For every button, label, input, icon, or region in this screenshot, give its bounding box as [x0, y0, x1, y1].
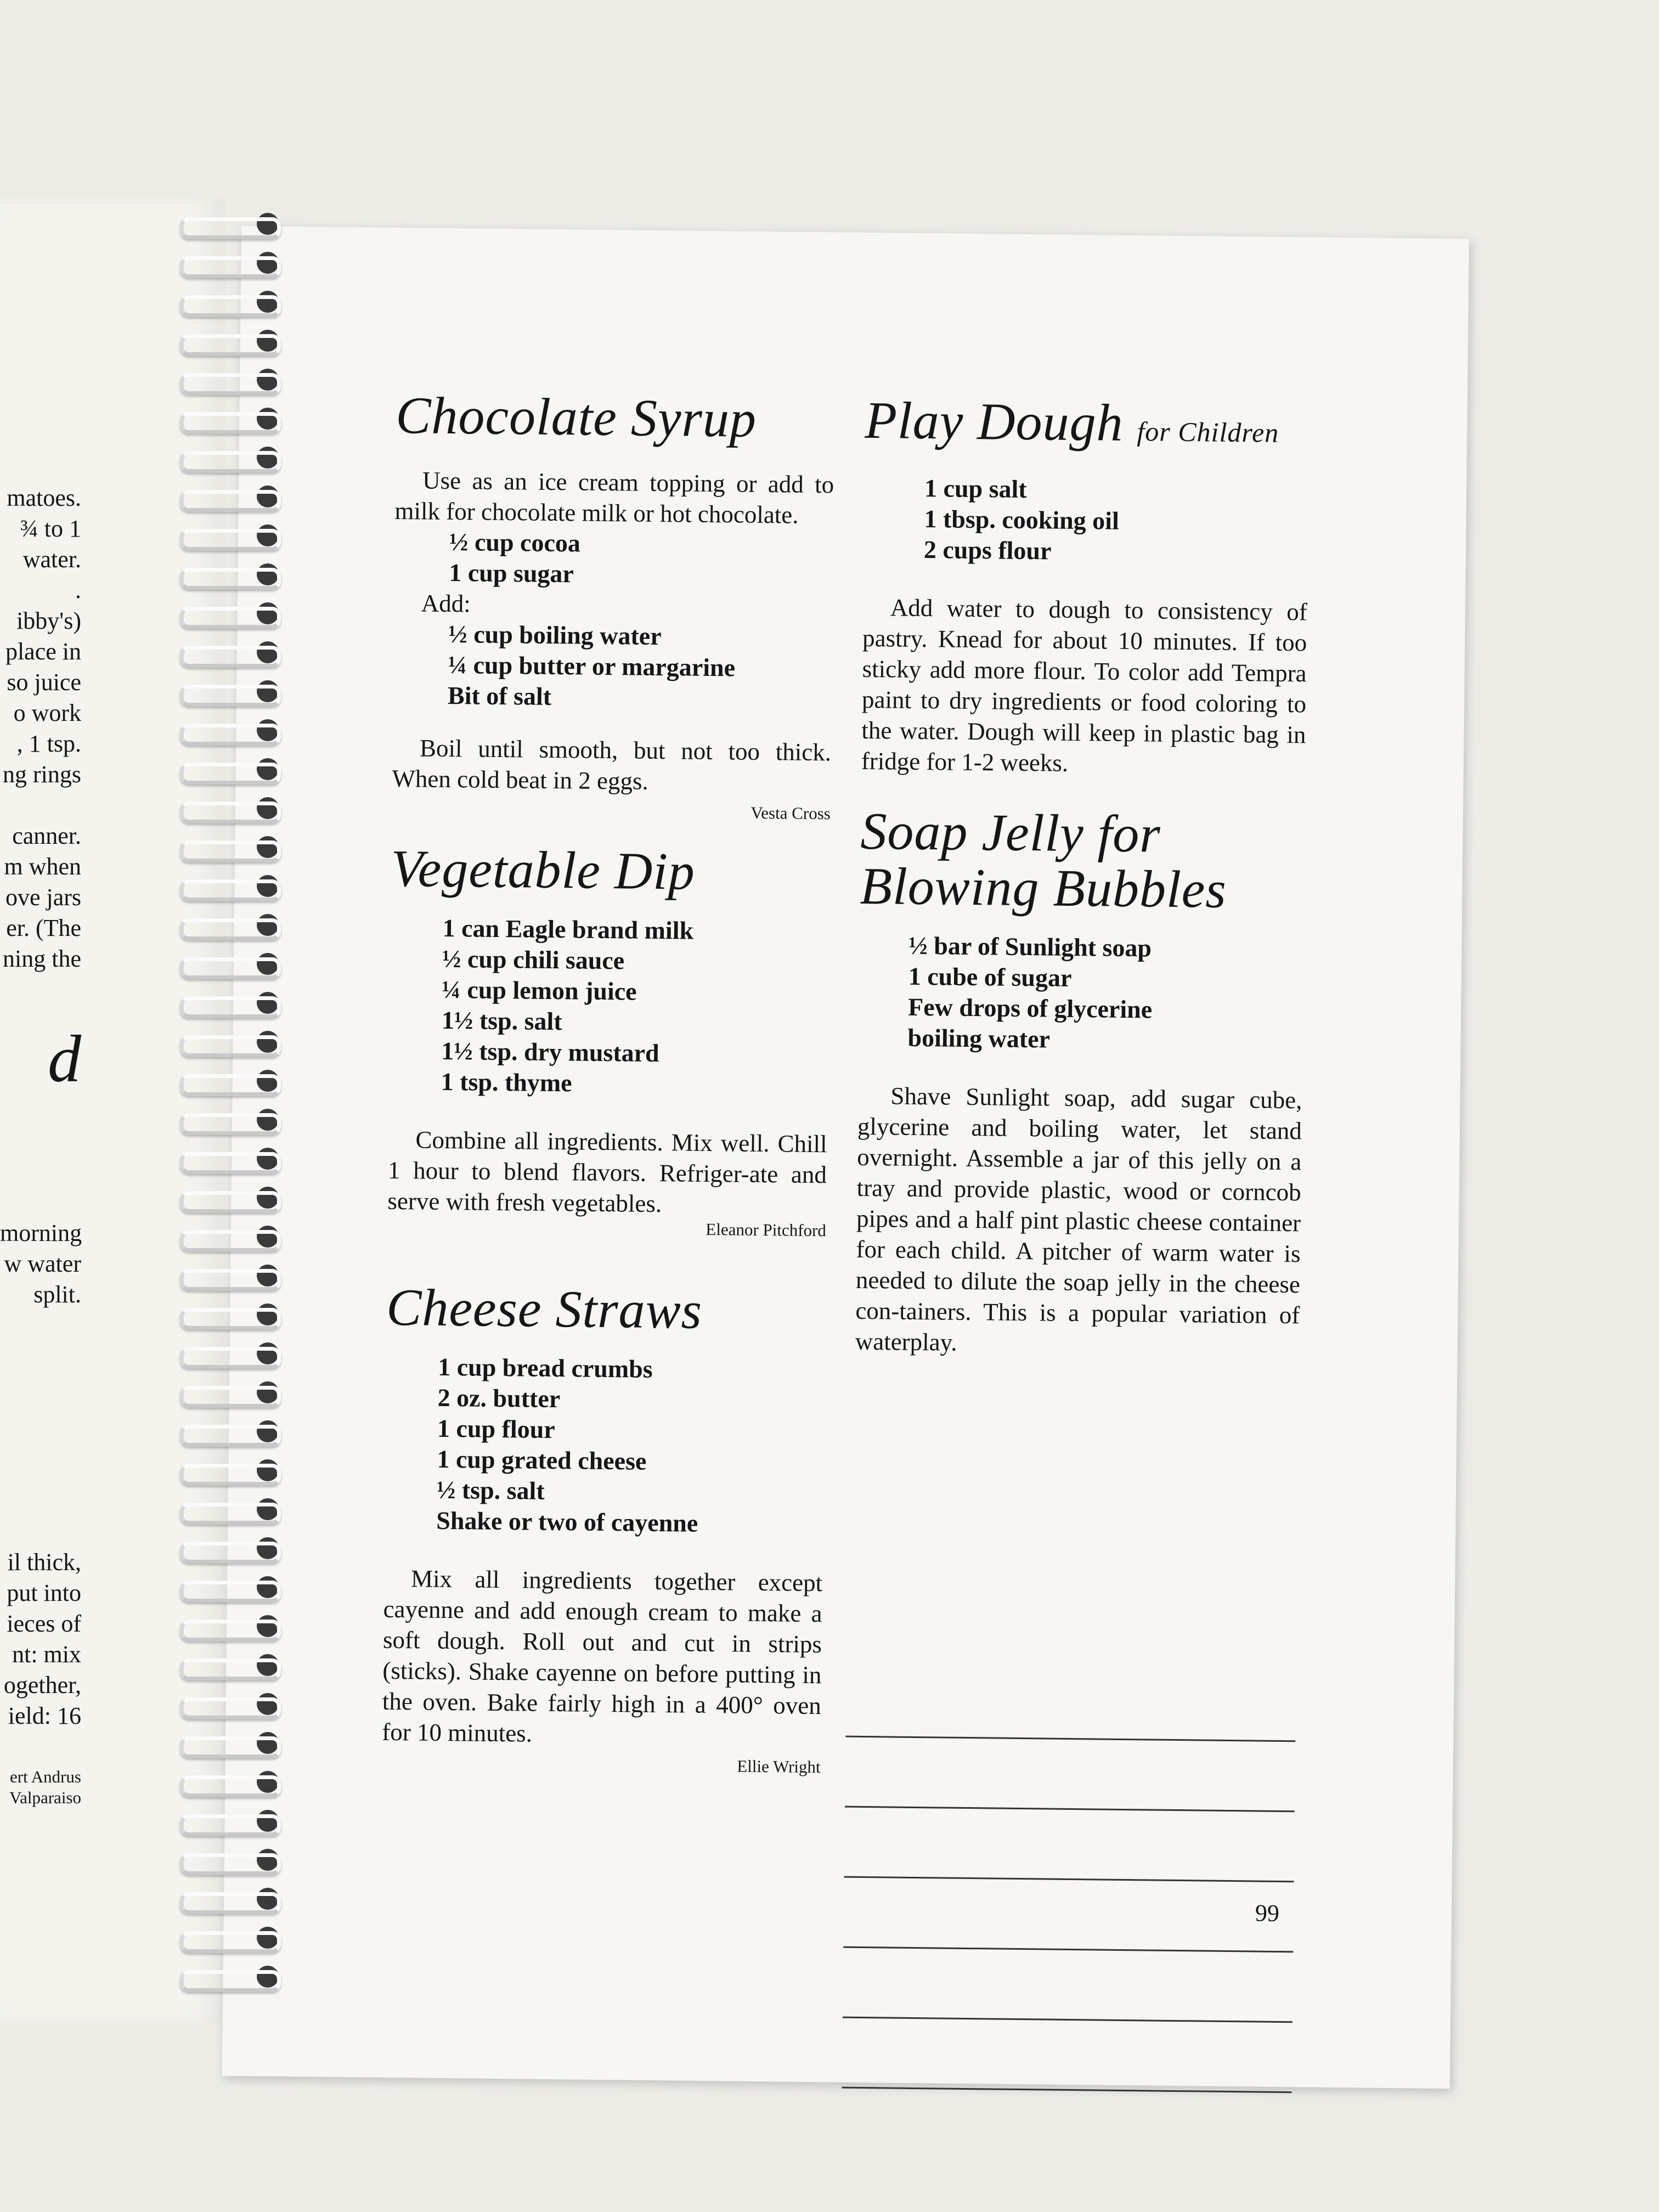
- previous-page-line: ield: 16: [8, 1702, 81, 1729]
- coil-wire: [180, 1269, 281, 1291]
- spiral-coil: [174, 1026, 284, 1059]
- coil-wire: [180, 1853, 281, 1875]
- recipe-title-cheese-straws: Cheese Straws: [386, 1277, 703, 1340]
- ingredient: boiling water: [907, 1023, 1051, 1053]
- spiral-coil: [174, 1767, 284, 1799]
- soap-jelly-method: Shave Sunlight soap, add sugar cube, glycerine and boiling water, let stand overnight. Assemble a jar of this jelly on a tray and provide plastic, wood or corncob pipes and a half pint plastic cheese container for each child. A pitcher of warm water is needed to dilute the soap jelly in the cheese con-tainers. This is a popular variation of waterplay.: [855, 1082, 1302, 1356]
- ingredient: 1 cup sugar: [449, 558, 574, 588]
- vegetable-dip-ingredients: [388, 912, 829, 1101]
- ingredient: 1 tsp. thyme: [441, 1067, 572, 1097]
- coil-wire: [180, 879, 281, 901]
- previous-page-line: nt: mix: [12, 1641, 81, 1668]
- coil-wire: [180, 1464, 281, 1486]
- note-line: [843, 2017, 1293, 2023]
- previous-page-credit-line: ert Andrus: [9, 1767, 81, 1786]
- coil-wire: [180, 1425, 281, 1447]
- ingredient: ½ tsp. salt: [436, 1475, 545, 1505]
- chocolate-syrup-credit: Vesta Cross: [751, 803, 831, 823]
- spiral-coil: [174, 1805, 284, 1838]
- previous-page-line: ogether,: [3, 1672, 81, 1699]
- spiral-coil: [174, 1416, 284, 1449]
- coil-wire: [180, 1542, 281, 1564]
- previous-page-credit: [0, 1767, 81, 1808]
- spiral-coil: [174, 871, 284, 904]
- spiral-coil: [174, 286, 284, 319]
- coil-wire: [180, 1035, 281, 1057]
- spiral-coil: [174, 1883, 284, 1916]
- coil-wire: [180, 957, 281, 979]
- spiral-coil: [174, 1494, 284, 1527]
- coil-wire: [180, 1814, 281, 1836]
- coil-wire: [180, 1113, 281, 1135]
- previous-page-line: place in: [5, 638, 81, 665]
- ingredient: 1 cup grated cheese: [437, 1444, 647, 1475]
- coil-wire: [180, 1736, 281, 1758]
- spiral-coil: [174, 520, 284, 553]
- ingredient: 1 cup flour: [437, 1414, 556, 1444]
- previous-page-heading-fragment: d: [48, 1022, 81, 1096]
- spiral-coil: [174, 1065, 284, 1098]
- spiral-coil: [174, 1961, 284, 1994]
- coil-wire: [180, 646, 281, 668]
- recipe-title-soap-jelly: Soap Jelly for Blowing Bubbles: [859, 801, 1227, 919]
- coil-wire: [180, 412, 281, 434]
- coil-wire: [180, 685, 281, 707]
- previous-page-line: er. (The: [6, 915, 81, 941]
- ingredient: 1½ tsp. dry mustard: [441, 1036, 659, 1068]
- ingredient: 1 cup salt: [924, 474, 1027, 504]
- coil-wire: [180, 802, 281, 823]
- coil-wire: [180, 217, 281, 239]
- coil-wire: [180, 1347, 281, 1369]
- previous-page-line: morning: [0, 1220, 82, 1246]
- coil-wire: [180, 256, 281, 278]
- coil-wire: [180, 1308, 281, 1330]
- previous-page-line: w water: [4, 1250, 81, 1277]
- coil-wire: [180, 1152, 281, 1174]
- ingredient: 1 cube of sugar: [908, 962, 1072, 992]
- coil-wire: [180, 1581, 281, 1602]
- previous-page-line: water.: [22, 546, 81, 573]
- ingredient: 1 can Eagle brand milk: [442, 913, 694, 945]
- note-line: [845, 1736, 1295, 1742]
- ingredient: ½ bar of Sunlight soap: [909, 931, 1152, 962]
- chocolate-syrup-add-label: Add:: [421, 589, 471, 618]
- spiral-coil: [174, 754, 284, 787]
- spiral-coil: [174, 442, 284, 475]
- vegetable-dip-method: Combine all ingredients. Mix well. Chill 1 hour to blend flavors. Refriger-ate and serve with fresh vegetables.: [387, 1126, 827, 1218]
- coil-wire: [180, 607, 281, 629]
- ingredient: 1½ tsp. salt: [441, 1006, 562, 1036]
- chocolate-syrup-intro: Use as an ice cream topping or add to milk for chocolate milk or hot chocolate.: [394, 466, 834, 529]
- coil-wire: [180, 1775, 281, 1797]
- spiral-coil: [174, 1299, 284, 1332]
- spiral-coil: [174, 1143, 284, 1176]
- page-number: 99: [1255, 1899, 1280, 1927]
- previous-page-line: ove jars: [5, 884, 81, 911]
- spiral-coil: [174, 1338, 284, 1371]
- recipe-title-chocolate-syrup: Chocolate Syrup: [395, 385, 757, 448]
- ingredient: 2 cups flour: [923, 535, 1052, 565]
- play-dough-ingredients: [864, 472, 1309, 569]
- coil-wire: [180, 529, 281, 551]
- coil-wire: [180, 1503, 281, 1525]
- coil-wire: [180, 918, 281, 940]
- coil-wire: [180, 1620, 281, 1641]
- spiral-coil: [174, 637, 284, 670]
- note-line: [842, 2087, 1292, 2094]
- coil-wire: [180, 373, 281, 395]
- coil-wire: [180, 1892, 281, 1914]
- ingredient: Shake or two of cayenne: [436, 1506, 698, 1537]
- spiral-coil: [174, 481, 284, 514]
- ingredient: ½ cup chili sauce: [442, 944, 625, 975]
- ingredient: 1 tbsp. cooking oil: [924, 505, 1120, 535]
- note-line: [843, 1946, 1293, 1953]
- previous-page-line: m when: [4, 853, 81, 880]
- spiral-coil: [174, 1260, 284, 1293]
- coil-wire: [180, 334, 281, 356]
- spiral-coil: [174, 559, 284, 592]
- spiral-coil: [174, 1221, 284, 1254]
- spiral-binding: [174, 208, 301, 2019]
- spiral-coil: [174, 403, 284, 436]
- spiral-coil: [174, 364, 284, 397]
- spiral-coil: [174, 1572, 284, 1605]
- spiral-coil: [174, 1650, 284, 1683]
- previous-page-credit-line: Valparaiso: [9, 1788, 81, 1807]
- ingredient: Bit of salt: [447, 681, 552, 710]
- coil-wire: [180, 1230, 281, 1252]
- play-dough-subtitle: for Children: [1137, 416, 1279, 448]
- previous-page-line: .: [75, 577, 81, 603]
- spiral-coil: [174, 1104, 284, 1137]
- chocolate-syrup-ingredients-2: [393, 618, 833, 715]
- ingredient: 2 oz. butter: [437, 1383, 561, 1413]
- previous-page-line: canner.: [12, 822, 81, 849]
- coil-wire: [180, 840, 281, 862]
- note-line: [845, 1806, 1295, 1813]
- coil-wire: [180, 490, 281, 512]
- coil-wire: [180, 295, 281, 317]
- ingredient: ¼ cup butter or margarine: [448, 650, 736, 682]
- coil-wire: [180, 763, 281, 785]
- spiral-coil: [174, 1455, 284, 1488]
- coil-wire: [180, 1386, 281, 1408]
- soap-jelly-ingredients: [858, 930, 1304, 1057]
- spiral-coil: [174, 949, 284, 981]
- chocolate-syrup-method: Boil until smooth, but not too thick. When cold beat in 2 eggs.: [392, 734, 832, 795]
- ingredient: 1 cup bread crumbs: [437, 1352, 653, 1383]
- coil-wire: [180, 996, 281, 1018]
- coil-wire: [180, 568, 281, 590]
- spiral-coil: [174, 325, 284, 358]
- previous-page-line: split.: [33, 1281, 81, 1308]
- cheese-straws-credit: Ellie Wright: [737, 1756, 821, 1777]
- previous-page-line: put into: [7, 1579, 81, 1606]
- spiral-coil: [174, 832, 284, 865]
- coil-wire: [180, 1970, 281, 1992]
- play-dough-method: Add water to dough to consistency of pastry. Knead for about 10 minutes. If too sticky add more flour. To color add Tempra paint to dry ingredients or food coloring to the water. Dough will keep in plastic bag in fridge for 1-2 weeks.: [861, 594, 1308, 777]
- ingredient: ½ cup boiling water: [448, 619, 662, 651]
- recipe-title-vegetable-dip: Vegetable Dip: [391, 838, 696, 901]
- recipe-page-99: [222, 226, 1469, 2089]
- spiral-coil: [174, 988, 284, 1020]
- previous-page-line: , 1 tsp.: [16, 730, 81, 757]
- previous-page-line: il thick,: [7, 1549, 81, 1576]
- cheese-straws-ingredients: [384, 1351, 825, 1540]
- coil-wire: [180, 1658, 281, 1680]
- spiral-coil: [174, 247, 284, 280]
- spiral-coil: [174, 1728, 284, 1760]
- previous-page-line: o work: [13, 699, 81, 726]
- coil-wire: [180, 451, 281, 473]
- spiral-coil: [174, 1689, 284, 1722]
- spiral-coil: [174, 1533, 284, 1566]
- coil-wire: [180, 724, 281, 746]
- coil-wire: [180, 1931, 281, 1953]
- previous-page-line: ning the: [3, 945, 81, 972]
- spiral-coil: [174, 676, 284, 709]
- spiral-coil: [174, 1844, 284, 1877]
- note-line: [844, 1876, 1294, 1883]
- coil-wire: [180, 1191, 281, 1213]
- spiral-coil: [174, 1611, 284, 1644]
- chocolate-syrup-ingredients: [394, 526, 833, 592]
- spiral-coil: [174, 1377, 284, 1410]
- spiral-coil: [174, 208, 284, 241]
- ingredient: Few drops of glycerine: [907, 992, 1153, 1024]
- right-column: [855, 390, 1309, 1361]
- previous-page-line: ng rings: [3, 761, 81, 788]
- vegetable-dip-credit: Eleanor Pitchford: [706, 1219, 827, 1240]
- spiral-coil: [174, 715, 284, 748]
- previous-page-line: ibby's): [16, 607, 81, 634]
- previous-page-line: ¾ to 1: [20, 515, 81, 542]
- previous-page-line: matoes.: [7, 484, 81, 511]
- recipe-title-play-dough: Play Dough for Children: [864, 390, 1279, 452]
- cheese-straws-method: Mix all ingredients together except cayenne and add enough cream to make a soft dough. Roll out and cut in strips (sticks). Shake cayenne on before putting in the oven. Bake fairly high in a 400° oven for 10 minutes.: [382, 1565, 823, 1747]
- spiral-coil: [174, 598, 284, 631]
- coil-wire: [180, 1074, 281, 1096]
- previous-page-line: ieces of: [7, 1610, 81, 1637]
- ingredient: ¼ cup lemon juice: [442, 975, 637, 1006]
- spiral-coil: [174, 910, 284, 943]
- coil-wire: [180, 1697, 281, 1719]
- left-column: [381, 385, 834, 1777]
- ingredient: ½ cup cocoa: [449, 528, 581, 557]
- previous-page-line: so juice: [7, 669, 81, 696]
- spiral-coil: [174, 1922, 284, 1955]
- spiral-coil: [174, 1182, 284, 1215]
- spiral-coil: [174, 793, 284, 826]
